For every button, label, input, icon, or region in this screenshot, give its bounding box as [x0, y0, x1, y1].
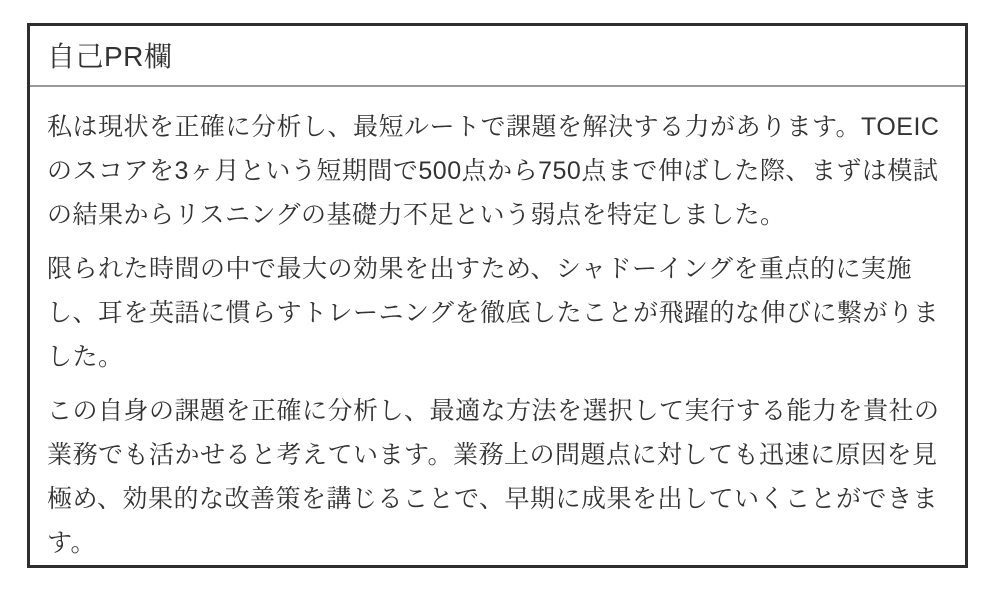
pr-paragraph: 限られた時間の中で最大の効果を出すため、シャドーイングを重点的に実施し、耳を英語に慣らすトレーニングを徹底したことが飛躍的な伸びに繋がりました。 — [47, 255, 940, 371]
panel-title: 自己PR欄 — [47, 41, 173, 72]
panel-header — [30, 26, 965, 85]
pr-paragraph: 私は現状を正確に分析し、最短ルートで課題を解決する力があります。TOEICのスコアを3ヶ月という短期間で500点から750点まで伸ばした際、まずは模試の結果からリスニングの基礎力不足という弱点を特定しました。 — [47, 113, 940, 229]
panel-body — [30, 87, 965, 583]
self-pr-panel — [27, 23, 968, 568]
pr-paragraph: この自身の課題を正確に分析し、最適な方法を選択して実行する能力を貴社の業務でも活かせると考えています。業務上の問題点に対しても迅速に原因を見極め、効果的な改善策を講じることで、早期に成果を出していくことができます。 — [47, 397, 940, 557]
